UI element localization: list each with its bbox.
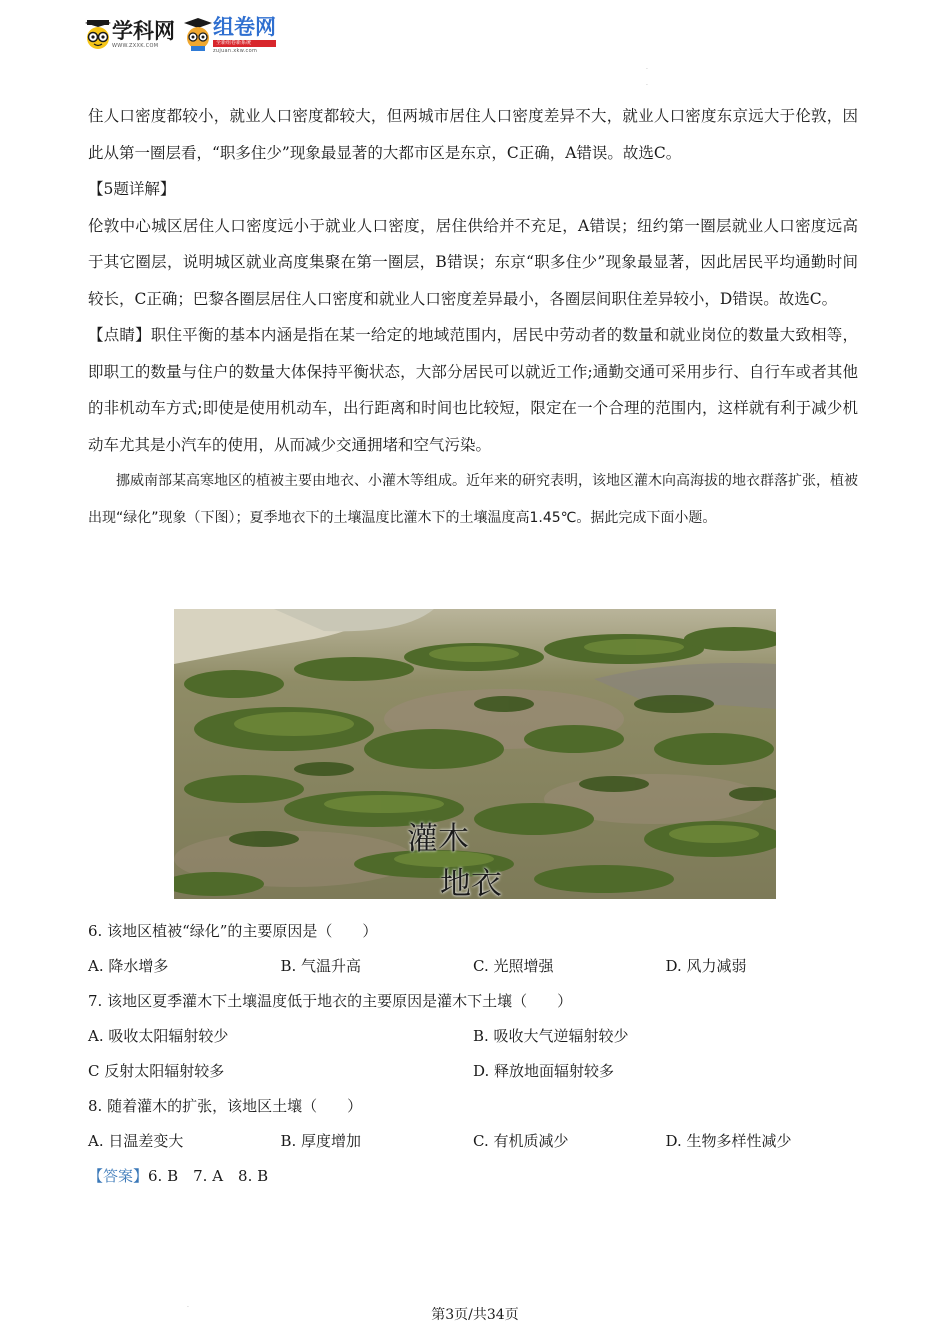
zujuan-logo-url: zujuan.xkw.com <box>213 47 258 54</box>
zxxk-logo-text: 学科网 <box>112 19 175 43</box>
question-8: 8. 随着灌木的扩张，该地区土壤（ ） <box>88 1097 363 1115</box>
option-c: C. 有机质减少 <box>473 1132 569 1150</box>
option-c: C. 光照增强 <box>473 957 554 975</box>
zujuan-logo-tag: 全新组卷新系统 <box>213 40 276 47</box>
page-header <box>84 12 284 58</box>
decorative-dot: . <box>187 1302 189 1309</box>
option-b: B. 厚度增加 <box>280 1132 362 1150</box>
question-8-options <box>88 1124 858 1159</box>
reading-passage: 挪威南部某高寒地区的植被主要由地衣、小灌木等组成。近年来的研究表明，该地区灌木向高海拔的地衣群落扩张，植被出现“绿化”现象（下图）；夏季地衣下的土壤温度比灌木下的土壤温度高1.45℃。据此完成下面小题。 <box>88 473 858 526</box>
option-c: C 反射太阳辐射较多 <box>88 1062 225 1080</box>
answer-line <box>88 1159 858 1194</box>
zxxk-logo-url: WWW.ZXXK.COM <box>112 43 159 49</box>
zujuan-logo[interactable] <box>183 14 276 54</box>
option-a: A. 吸收太阳辐射较少 <box>88 1027 229 1045</box>
section-heading-q5: 【5题详解】 <box>88 180 176 198</box>
mascot-icon <box>84 20 112 50</box>
paragraph-tip: 【点睛】职住平衡的基本内涵是指在某一给定的地域范围内，居民中劳动者的数量和就业岗位的数量大致相等，即职工的数量与住户的数量大体保持平衡状态，大部分居民可以就近工作;通勤交通可采用步行、自行车或者其他的非机动车方式;即使是使用机动车，出行距离和时间也比较短，限定在一个合理的范围内，这样就有利于减少机动车尤其是小汽车的使用，从而减少交通拥堵和空气污染。 <box>88 326 858 454</box>
paragraph-continuation: 住人口密度都较小，就业人口密度都较大，但两城市居住人口密度差异不大，就业人口密度东京远大于伦敦，因此从第一圈层看，“职多住少”现象最显著的大都市区是东京，C正确，A错误。故选C。 <box>88 107 858 162</box>
paragraph-q5-explanation: 伦敦中心城区居住人口密度远小于就业人口密度，居住供给并不充足，A错误；纽约第一圈层就业人口密度远高于其它圈层，说明城区就业高度集聚在第一圈层，B错误；东京“职多住少”现象最显著，因此居民平均通勤时间较长，C正确；巴黎各圈层居住人口密度和就业人口密度差异最小，各圈层间职住差异较小，D错误。故选C。 <box>88 216 858 308</box>
decorative-dot: . <box>646 64 648 71</box>
page-content <box>88 98 858 536</box>
label-shrub: 灌木 <box>407 821 469 857</box>
question-6: 6. 该地区植被“绿化”的主要原因是（ ） <box>88 922 378 940</box>
option-d: D. 释放地面辐射较多 <box>473 1062 615 1080</box>
question-7-options-row2 <box>88 1054 858 1089</box>
question-block <box>88 914 858 1194</box>
option-a: A. 降水增多 <box>88 957 169 975</box>
option-b: B. 吸收大气逆辐射较少 <box>473 1027 629 1045</box>
zxxk-logo[interactable] <box>84 20 175 50</box>
question-6-options <box>88 949 858 984</box>
answer-tag: 【答案】 <box>88 1167 149 1185</box>
page-number: 第3页/共34页 <box>431 1307 519 1323</box>
option-b: B. 气温升高 <box>280 957 362 975</box>
option-d: D. 生物多样性减少 <box>665 1132 792 1150</box>
option-d: D. 风力减弱 <box>665 957 747 975</box>
question-7-options-row1 <box>88 1019 858 1054</box>
vegetation-photo <box>174 609 776 899</box>
label-lichen: 地衣 <box>440 866 502 899</box>
question-7: 7. 该地区夏季灌木下土壤温度低于地衣的主要原因是灌木下土壤（ ） <box>88 992 573 1010</box>
tundra-landscape-image <box>174 609 776 899</box>
zujuan-logo-text: 组卷网 <box>213 14 276 39</box>
option-a: A. 日温差变大 <box>88 1132 184 1150</box>
mascot-icon <box>183 18 213 52</box>
answer-text: 6. B 7. A 8. B <box>148 1167 269 1185</box>
decorative-dot: . <box>646 80 648 87</box>
